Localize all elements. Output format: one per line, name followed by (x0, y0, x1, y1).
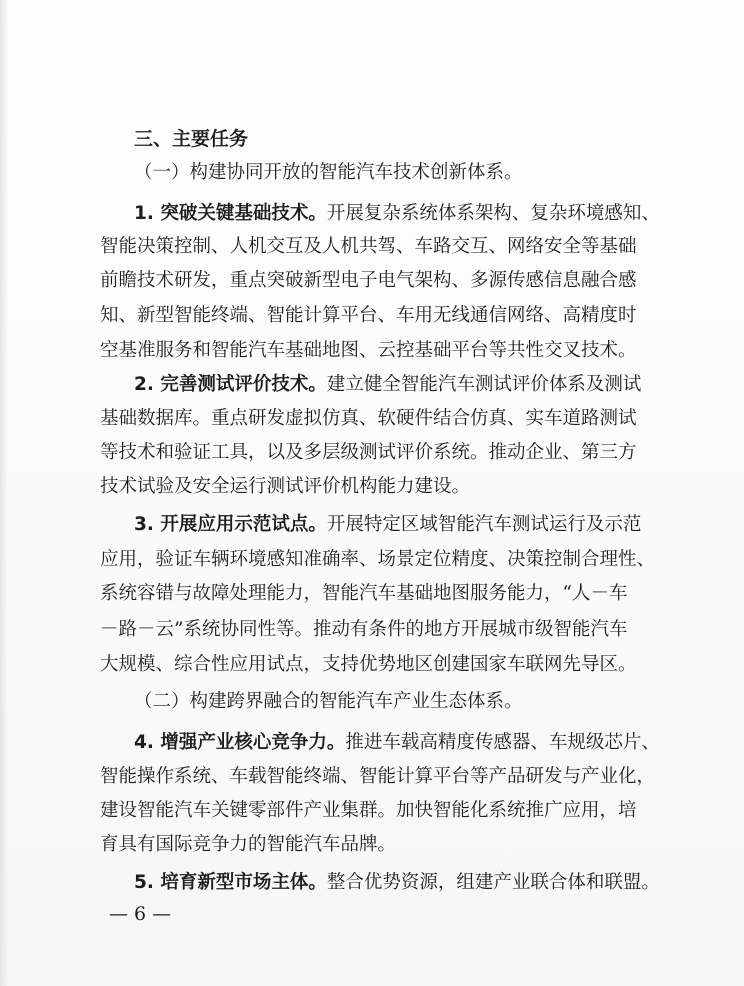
item-3-line: －路－云”系统协同性等。推动有条件的地方开展城市级智能汽车 (100, 619, 628, 640)
item-4-label: 4. 增强产业核心竞争力。 (134, 732, 346, 753)
subsection-heading-1: （一）构建协同开放的智能汽车技术创新体系。 (134, 162, 523, 183)
subsection-heading-2: （二）构建跨界融合的智能汽车产业生态体系。 (134, 691, 523, 712)
item-4-line: 智能操作系统、车载智能终端、智能计算平台等产品研发与产业化， (100, 766, 656, 787)
item-1-line: 空基准服务和智能汽车基础地图、云控基础平台等共性交叉技术。 (100, 340, 637, 361)
item-5-first-line-text: 整合优势资源，组建产业联合体和联盟。 (326, 872, 660, 893)
item-1-line: 前瞻技术研发，重点突破新型电子电气架构、多源传感信息融合感 (100, 270, 637, 291)
item-2-line: 基础数据库。重点研发虚拟仿真、软硬件结合仿真、实车道路测试 (100, 408, 637, 429)
item-5-first-line (134, 869, 660, 897)
item-5-label: 5. 培育新型市场主体。 (134, 872, 327, 893)
item-3-label: 3. 开展应用示范试点。 (134, 514, 327, 535)
item-1-line: 知、新型智能终端、智能计算平台、车用无线通信网络、高精度时 (100, 305, 637, 326)
item-4-first-line (134, 729, 660, 757)
item-3-line: 大规模、综合性应用试点，支持优势地区创建国家车联网先导区。 (100, 654, 637, 675)
item-2-line: 等技术和验证工具，以及多层级测试评价系统。推动企业、第三方 (100, 442, 637, 463)
item-1-label: 1. 突破关键基础技术。 (134, 203, 327, 224)
item-1-first-line (134, 200, 660, 228)
scan-edge-shadow (0, 0, 8, 986)
item-3-line: 系统容错与故障处理能力，智能汽车基础地图服务能力，“人－车 (100, 583, 628, 604)
item-3-first-line (134, 511, 641, 539)
item-2-first-line (134, 371, 641, 399)
item-4-first-line-text: 推进车载高精度传感器、车规级芯片、 (345, 732, 660, 753)
item-1-line: 智能决策控制、人机交互及人机共驾、车路交互、网络安全等基础 (100, 236, 637, 257)
item-4-line: 育具有国际竞争力的智能汽车品牌。 (100, 834, 397, 855)
item-1-first-line-text: 开展复杂系统体系架构、复杂环境感知、 (326, 203, 660, 224)
item-2-first-line-text: 建立健全智能汽车测试评价体系及测试 (326, 374, 642, 395)
item-3-line: 应用，验证车辆环境感知准确率、场景定位精度、决策控制合理性、 (100, 549, 656, 570)
item-2-label: 2. 完善测试评价技术。 (134, 374, 327, 395)
item-2-line: 技术试验及安全运行测试评价机构能力建设。 (100, 476, 471, 497)
item-3-first-line-text: 开展特定区域智能汽车测试运行及示范 (326, 514, 642, 535)
page-number: — 6 — (109, 903, 172, 925)
item-4-line: 建设智能汽车关键零部件产业集群。加快智能化系统推广应用，培 (100, 800, 637, 821)
section-heading: 三、主要任务 (134, 128, 249, 150)
